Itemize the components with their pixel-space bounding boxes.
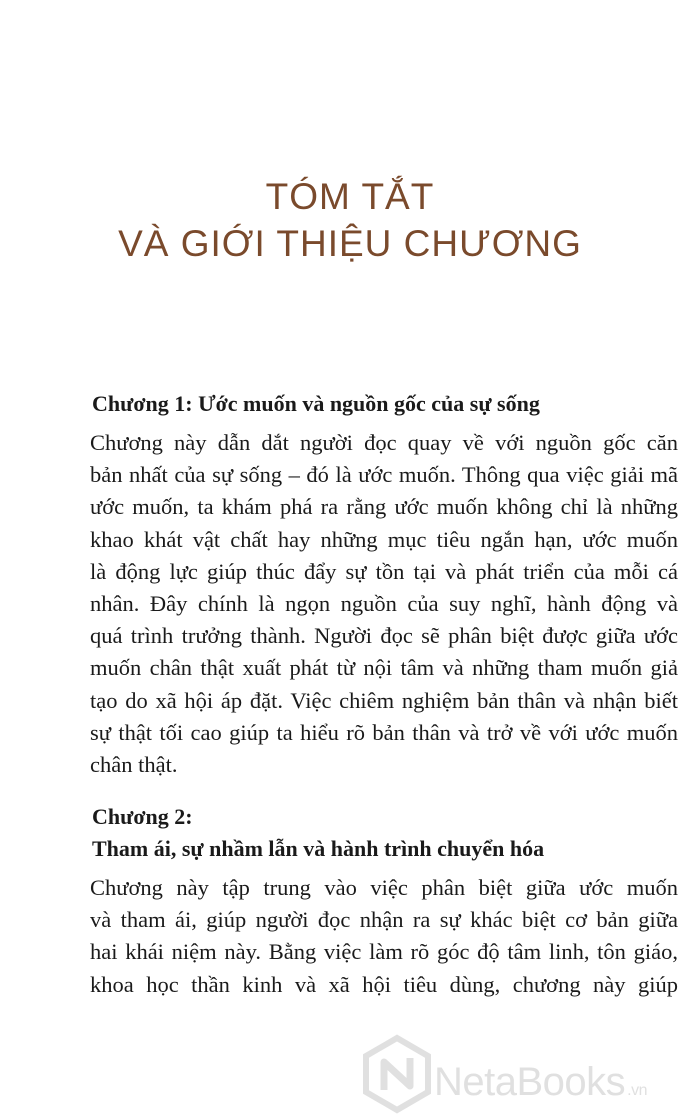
chapter-1-heading: Chương 1: Ước muốn và nguồn gốc của sự sống [92, 391, 540, 416]
paragraph-line: nhân. Đây chính là ngọn nguồn của suy nghĩ, hành động và [90, 591, 678, 617]
chapter-1-paragraph [90, 427, 678, 781]
paragraph-line: khoa học thần kinh và xã hội tiêu dùng, chương này giúp [90, 971, 678, 997]
paragraph-line: hai khái niệm này. Bằng việc làm rõ góc độ tâm linh, tôn giáo, [90, 939, 678, 965]
chapter-2-heading-number: Chương 2: [92, 804, 193, 829]
paragraph-line: tạo do xã hội áp đặt. Việc chiêm nghiệm bản thân và nhận biết [90, 687, 678, 713]
paragraph-line: chân thật. [90, 752, 178, 778]
paragraph-line: khao khát vật chất hay những mục tiêu ngắn hạn, ước muốn [90, 526, 678, 552]
paragraph-line: ước muốn, ta khám phá ra rằng ước muốn không chỉ là những [90, 494, 678, 520]
chapter-2-heading-title: Tham ái, sự nhầm lẫn và hành trình chuyển hóa [92, 836, 545, 861]
paragraph-line: là động lực giúp thúc đẩy sự tồn tại và phát triển của mỗi cá [90, 558, 678, 584]
paragraph-line: Chương này dẫn dắt người đọc quay về với nguồn gốc căn [90, 430, 678, 455]
paragraph-line: sự thật tối cao giúp ta hiểu rõ bản thân và trở về với ước muốn [90, 719, 678, 745]
paragraph-line: muốn chân thật xuất phát từ nội tâm và những tham muốn giả [90, 655, 678, 681]
paragraph-line: và tham ái, giúp người đọc nhận ra sự khác biệt cơ bản giữa [90, 907, 678, 933]
paragraph-line: bản nhất của sự sống – đó là ước muốn. Thông qua việc giải mã [90, 462, 678, 488]
netabooks-logo-icon [362, 1034, 432, 1114]
paragraph-line: quá trình trưởng thành. Người đọc sẽ phân biệt được giữa ước [90, 623, 678, 649]
chapter-2-paragraph [90, 872, 678, 1001]
paragraph-line: Chương này tập trung vào việc phân biệt giữa ước muốn [90, 875, 678, 900]
page-title-line-1: TÓM TẮT [265, 176, 435, 217]
netabooks-watermark [362, 1034, 692, 1114]
watermark-brand: NetaBooks [434, 1060, 626, 1104]
watermark-suffix: .vn [627, 1082, 648, 1099]
page-title-line-2: VÀ GIỚI THIỆU CHƯƠNG [118, 223, 582, 264]
